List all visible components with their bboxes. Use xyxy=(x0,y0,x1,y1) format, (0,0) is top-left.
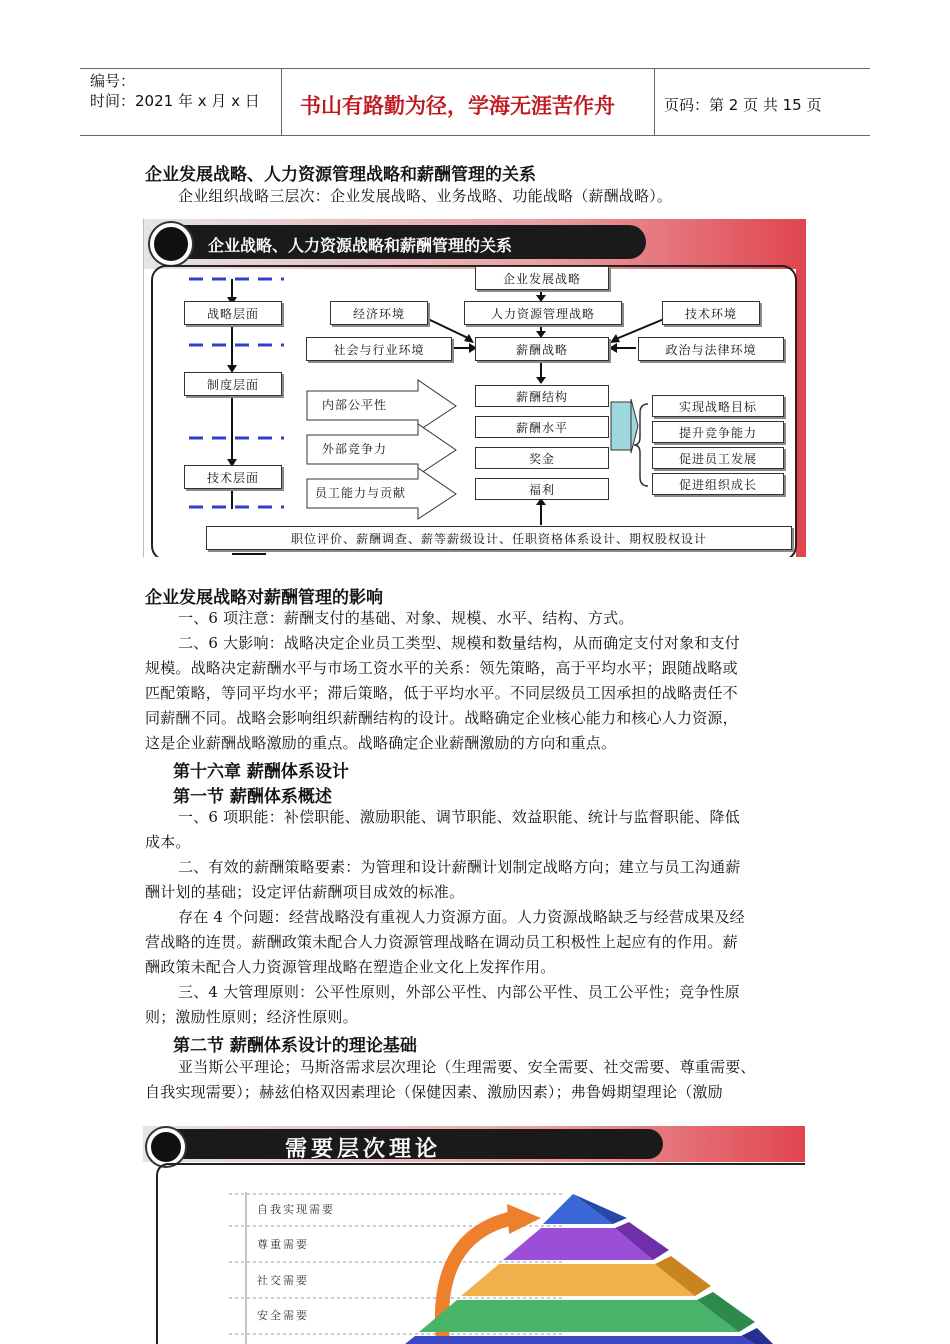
level-system-box: 制度层面 xyxy=(184,372,282,396)
section-title: 企业发展战略、人力资源管理战略和薪酬管理的关系 xyxy=(145,165,536,185)
paragraph-line: 一、6 项注意：薪酬支付的基础、对象、规模、水平、结构、方式。 xyxy=(178,609,634,627)
paragraph-block xyxy=(145,606,740,756)
external-competitiveness-label: 外部竞争力 xyxy=(322,442,388,456)
paragraph-line: 二、有效的薪酬策略要素：为管理和设计薪酬计划制定战略方向；建立与员工沟通薪 xyxy=(178,858,741,876)
corporate-strategy-box: 企业发展战略 xyxy=(475,266,609,290)
header-motto: 书山有路勤为径，学海无涯苦作舟 xyxy=(300,94,615,118)
paragraph-line: 则；激励性原则；经济性原则。 xyxy=(145,1008,358,1026)
tech-env-box: 技术环境 xyxy=(662,301,760,325)
paragraph: 企业组织战略三层次：企业发展战略、业务战略、功能战略（薪酬战略）。 xyxy=(178,187,673,205)
paragraph-line: 酬计划的基础；设定评估薪酬项目成效的标准。 xyxy=(145,883,465,901)
paragraph-line: 存在 4 个问题：经营战略没有重视人力资源方面。人力资源战略缺乏与经营成果及经 xyxy=(178,908,745,926)
section-heading: 第二节 薪酬体系设计的理论基础 xyxy=(173,1036,417,1056)
paragraph-line: 一、6 项职能：补偿职能、激励职能、调节职能、效益职能、统计与监督职能、降低 xyxy=(178,808,740,826)
header-top-rule xyxy=(80,68,870,69)
pay-structure-cell: 薪酬结构 xyxy=(475,385,609,407)
goal-strategy-box: 实现战略目标 xyxy=(652,395,784,417)
employee-contribution-label: 员工能力与贡献 xyxy=(315,486,407,500)
paragraph-line: 酬政策未配合人力资源管理战略在塑造企业文化上发挥作用。 xyxy=(145,958,556,976)
level-technical-box: 技术层面 xyxy=(184,465,282,489)
paragraph-line: 自我实现需要）；赫兹伯格双因素理论（保健因素、激励因素）；弗鲁姆期望理论（激励 xyxy=(145,1083,723,1101)
political-legal-env-box: 政治与法律环境 xyxy=(638,337,784,361)
doc-date-label: 时间：2021 年 x 月 x 日 xyxy=(90,92,260,110)
goal-organization-box: 促进组织成长 xyxy=(652,473,784,495)
maslow-level-self-actualization: 自我实现需要 xyxy=(257,1203,335,1216)
page-number-label: 页码：第 2 页 共 15 页 xyxy=(664,96,822,114)
level-strategy-box: 战略层面 xyxy=(184,301,282,325)
maslow-hierarchy-diagram xyxy=(143,1126,805,1344)
maslow-level-esteem: 尊重需要 xyxy=(257,1238,309,1251)
maslow-level-social: 社交需要 xyxy=(257,1274,309,1287)
diagram-title: 需要层次理论 xyxy=(285,1137,442,1162)
section-heading: 第一节 薪酬体系概述 xyxy=(173,787,332,807)
maslow-level-safety: 安全需要 xyxy=(257,1309,309,1322)
comp-strategy-box: 薪酬战略 xyxy=(475,337,609,361)
paragraph-line: 三、4 大管理原则：公平性原则，外部公平性、内部公平性、员工公平性；竞争性原 xyxy=(178,983,740,1001)
header-bottom-rule xyxy=(80,135,870,136)
pay-level-cell: 薪酬水平 xyxy=(475,416,609,438)
goal-employee-box: 促进员工发展 xyxy=(652,447,784,469)
paragraph-line: 成本。 xyxy=(145,833,191,851)
diagram-title: 企业战略、人力资源战略和薪酬管理的关系 xyxy=(208,236,513,255)
internal-fairness-label: 内部公平性 xyxy=(322,398,388,412)
hr-strategy-box: 人力资源管理战略 xyxy=(464,301,622,325)
paragraph-line: 同薪酬不同。战略会影响组织薪酬结构的设计。战略确定企业核心能力和核心人力资源， xyxy=(145,709,738,727)
paragraph-line: 亚当斯公平理论；马斯洛需求层次理论（生理需要、安全需要、社交需要、尊重需要、 xyxy=(178,1058,756,1076)
paragraph-line: 这是企业薪酬战略激励的重点。战略确定企业薪酬激励的方向和重点。 xyxy=(145,734,617,752)
bonus-cell: 奖金 xyxy=(475,447,609,469)
header-divider-left xyxy=(281,68,282,136)
paragraph-block xyxy=(145,805,745,1030)
paragraph-line: 二、6 大影响：战略决定企业员工类型、规模和数量结构，从而确定支付对象和支付 xyxy=(178,634,740,652)
paragraph-line: 营战略的连贯。薪酬政策未配合人力资源管理战略在调动员工积极性上起应有的作用。薪 xyxy=(145,933,738,951)
social-industry-env-box: 社会与行业环境 xyxy=(306,337,452,361)
maslow-pyramid xyxy=(143,1126,805,1344)
goal-competitiveness-box: 提升竞争能力 xyxy=(652,421,784,443)
paragraph-line: 规模。战略决定薪酬水平与市场工资水平的关系：领先策略，高于平均水平；跟随战略或 xyxy=(145,659,738,677)
paragraph-block xyxy=(145,1055,756,1105)
section-title: 企业发展战略对薪酬管理的影响 xyxy=(145,588,383,608)
technical-tools-bar: 职位评价、薪酬调查、薪等薪级设计、任职资格体系设计、期权股权设计 xyxy=(206,526,792,550)
chapter-title: 第十六章 薪酬体系设计 xyxy=(173,762,349,782)
paragraph-line: 匹配策略，等同平均水平；滞后策略，低于平均水平。不同层级员工因承担的战略责任不 xyxy=(145,684,738,702)
economic-env-box: 经济环境 xyxy=(330,301,428,325)
doc-number-label: 编号： xyxy=(90,72,136,90)
benefits-cell: 福利 xyxy=(475,478,609,500)
header-divider-right xyxy=(654,68,655,136)
strategy-relationship-diagram xyxy=(143,219,806,557)
